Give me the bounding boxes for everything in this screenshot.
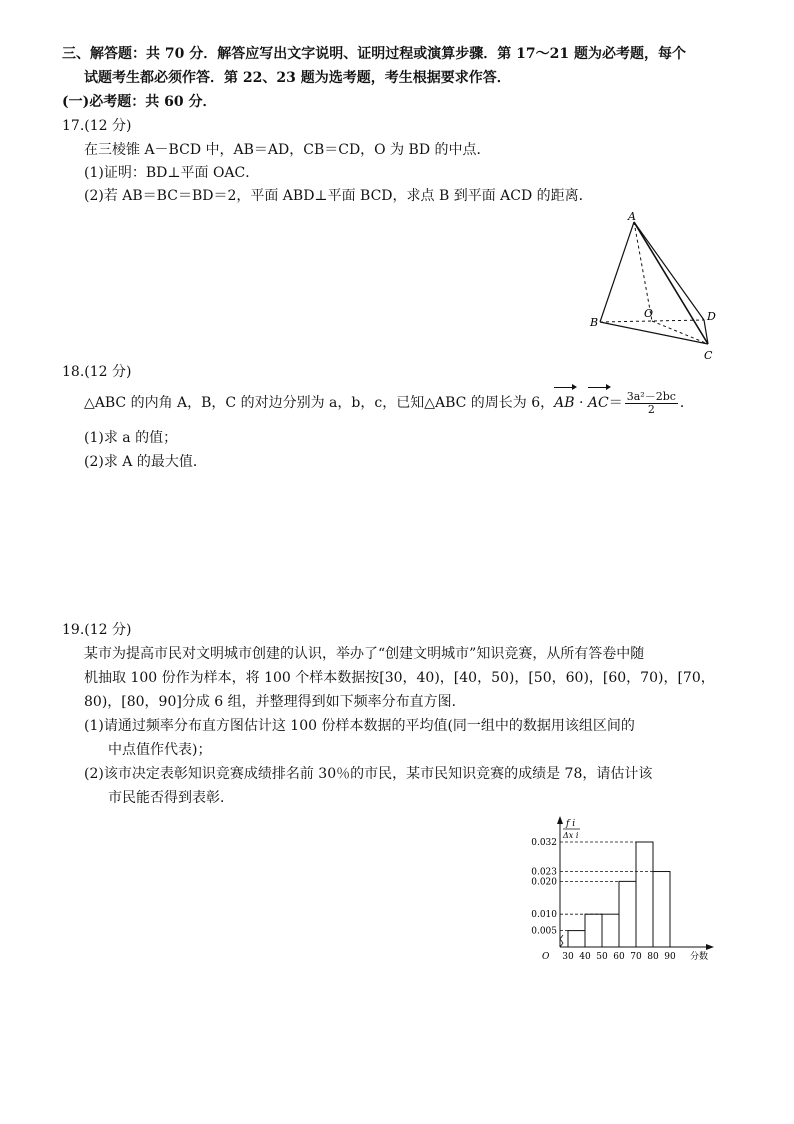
- x-tick-label-1: 30: [562, 952, 574, 962]
- q18-vector-ab: AB: [554, 388, 574, 418]
- q17-number: 17.(12 分): [62, 118, 132, 134]
- q18-vector-ac: AC: [588, 388, 609, 418]
- tetrahedron-figure: [586, 210, 726, 365]
- label-C: C: [704, 349, 713, 362]
- edge-AD: [634, 222, 704, 320]
- frequency-histogram: [510, 812, 720, 964]
- y-tick-label-2: 0.010: [531, 910, 557, 921]
- section-heading-line2: 试题考生都必须作答．第 22、23 题为选考题，考生根据要求作答．: [84, 70, 511, 86]
- x-tick-label-2: 40: [579, 952, 591, 962]
- subheading: (一)必考题：共 60 分．: [62, 94, 217, 110]
- x-axis-arrow: [706, 944, 714, 950]
- histogram-bar-3: [602, 914, 619, 947]
- y-tick-label-3: 0.020: [531, 877, 557, 888]
- label-A: A: [628, 210, 636, 223]
- x-tick-label-6: 80: [647, 952, 659, 962]
- histogram-bar-1: [568, 931, 585, 947]
- q18-stem: [84, 388, 694, 418]
- q18-number: 18.(12 分): [62, 364, 132, 380]
- section-heading-line1: 三、解答题：共 70 分．解答应写出文字说明、证明过程或演算步骤．第 17～21 题为必考题，每个: [62, 46, 686, 62]
- histogram-bar-5: [636, 842, 653, 947]
- edge-OC: [652, 321, 708, 344]
- q18-equals: ＝: [608, 395, 623, 411]
- y-tick-label-1: 0.005: [531, 926, 557, 937]
- y-label-numerator: f i: [566, 819, 576, 829]
- q17-stem: 在三棱锥 A－BCD 中，AB＝AD，CB＝CD，O 为 BD 的中点．: [84, 142, 491, 158]
- q17-part1: (1)证明：BD⊥平面 OAC．: [84, 165, 260, 181]
- q18-fraction: [625, 391, 678, 416]
- q18-dot: ·: [574, 395, 588, 411]
- q18-fraction-numerator: 3a²－2bc: [626, 389, 676, 403]
- edge-BC: [600, 322, 708, 344]
- q19-line1: 某市为提高市民对文明城市创建的认识，举办了“创建文明城市”知识竞赛，从所有答卷中随: [84, 646, 645, 662]
- q19-part2-line2: 市民能否得到表彰．: [108, 790, 234, 806]
- x-tick-label-5: 70: [630, 952, 642, 962]
- q19-part2-line1: (2)该市决定表彰知识竞赛成绩排名前 30％的市民，某市民知识竞赛的成绩是 78，请估计该: [84, 766, 653, 782]
- edge-AB: [600, 222, 634, 322]
- y-axis-arrow: [557, 816, 563, 824]
- x-tick-label-7: 90: [664, 952, 676, 962]
- q18-part1: (1)求 a 的值；: [84, 430, 178, 446]
- q19-line3: 80)，[80，90]分成 6 组，并整理得到如下频率分布直方图．: [84, 694, 466, 710]
- x-axis-label: 分数: [690, 952, 709, 962]
- q18-end: ．: [679, 395, 694, 411]
- label-D: D: [707, 310, 716, 323]
- q18-stem-prefix: △ABC 的内角 A，B，C 的对边分别为 a，b，c，已知△ABC 的周长为 6，: [84, 395, 555, 411]
- y-label-denominator: Δx i: [563, 831, 579, 840]
- q19-part1-line1: (1)请通过频率分布直方图估计这 100 份样本数据的平均值(同一组中的数据用该组区间的: [84, 718, 635, 734]
- histogram-bar-6: [653, 872, 670, 947]
- q17-part2: (2)若 AB＝BC＝BD＝2，平面 ABD⊥平面 BCD，求点 B 到平面 ACD 的距离．: [84, 188, 593, 204]
- y-tick-label-5: 0.032: [531, 838, 557, 848]
- origin-label: O: [542, 952, 550, 962]
- y-tick-label-4: 0.023: [531, 867, 557, 878]
- label-O: O: [644, 307, 654, 320]
- q19-part1-line2: 中点值作代表)；: [108, 742, 212, 758]
- q19-line2: 机抽取 100 份作为样本，将 100 个样本数据按[30，40)，[40，50)，[50，60)，[60，70)，[70，: [84, 670, 715, 686]
- q19-number: 19.(12 分): [62, 622, 132, 638]
- x-tick-label-4: 60: [613, 952, 625, 962]
- x-tick-label-3: 50: [596, 952, 608, 962]
- histogram-bar-2: [585, 914, 602, 947]
- histogram-bar-4: [619, 881, 636, 947]
- label-B: B: [590, 316, 599, 329]
- q18-fraction-denominator: 2: [647, 402, 655, 416]
- q18-part2: (2)求 A 的最大值．: [84, 454, 207, 470]
